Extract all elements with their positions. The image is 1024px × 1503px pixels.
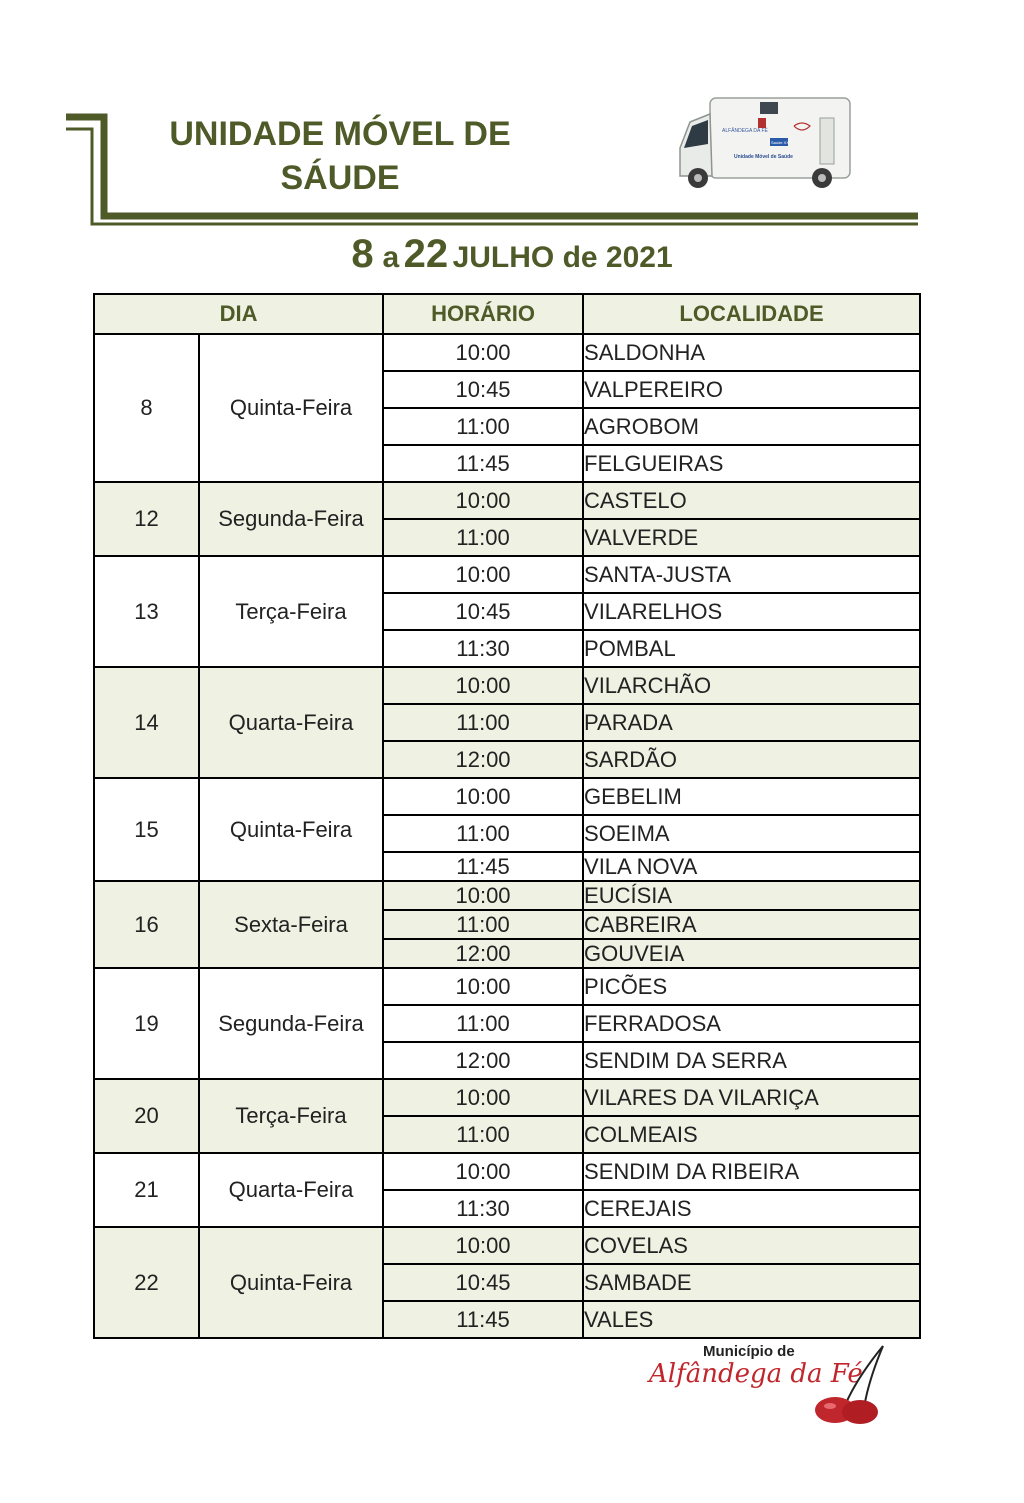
place-cell: SALDONHA xyxy=(583,334,920,371)
place-cell: SARDÃO xyxy=(583,741,920,778)
time-cell: 11:00 xyxy=(383,704,583,741)
weekday-cell: Quinta-Feira xyxy=(199,1227,383,1338)
place-cell: CABREIRA xyxy=(583,910,920,939)
time-cell: 10:00 xyxy=(383,968,583,1005)
place-cell: VILA NOVA xyxy=(583,852,920,881)
place-cell: VILARCHÃO xyxy=(583,667,920,704)
table-row xyxy=(94,667,920,704)
van-label-1: ALFÂNDEGA DA FÉ xyxy=(722,128,768,134)
time-cell: 11:45 xyxy=(383,852,583,881)
place-cell: GEBELIM xyxy=(583,778,920,815)
place-cell: EUCÍSIA xyxy=(583,881,920,910)
time-cell: 10:00 xyxy=(383,881,583,910)
day-number-cell: 19 xyxy=(94,968,199,1079)
day-number-cell: 12 xyxy=(94,482,199,556)
time-cell: 11:00 xyxy=(383,1005,583,1042)
time-cell: 11:00 xyxy=(383,910,583,939)
table-row xyxy=(94,482,920,519)
date-month: JULHO de 2021 xyxy=(452,241,673,274)
time-cell: 11:00 xyxy=(383,815,583,852)
schedule-table xyxy=(93,293,921,1339)
time-cell: 11:45 xyxy=(383,1301,583,1338)
place-cell: CEREJAIS xyxy=(583,1190,920,1227)
place-cell: PARADA xyxy=(583,704,920,741)
place-cell: SENDIM DA RIBEIRA xyxy=(583,1153,920,1190)
table-row xyxy=(94,968,920,1005)
table-row xyxy=(94,1079,920,1116)
time-cell: 10:45 xyxy=(383,1264,583,1301)
weekday-cell: Terça-Feira xyxy=(199,556,383,667)
time-cell: 11:00 xyxy=(383,519,583,556)
table-row xyxy=(94,778,920,815)
place-cell: VILARELHOS xyxy=(583,593,920,630)
table-row xyxy=(94,334,920,371)
time-cell: 11:00 xyxy=(383,408,583,445)
weekday-cell: Sexta-Feira xyxy=(199,881,383,968)
van-label-3: Unidade Móvel de Saúde xyxy=(734,154,793,160)
weekday-cell: Quinta-Feira xyxy=(199,334,383,482)
time-cell: 10:00 xyxy=(383,556,583,593)
schedule-body xyxy=(94,334,920,1338)
time-cell: 11:30 xyxy=(383,630,583,667)
van-label-2: Saúde XXI xyxy=(771,140,791,145)
table-row xyxy=(94,881,920,910)
day-number-cell: 22 xyxy=(94,1227,199,1338)
date-a: a xyxy=(382,241,400,274)
day-number-cell: 16 xyxy=(94,881,199,968)
place-cell: GOUVEIA xyxy=(583,939,920,968)
table-row xyxy=(94,1227,920,1264)
place-cell: COVELAS xyxy=(583,1227,920,1264)
mobile-health-van-image xyxy=(672,92,854,196)
page-title xyxy=(140,112,540,200)
day-number-cell: 8 xyxy=(94,334,199,482)
weekday-cell: Terça-Feira xyxy=(199,1079,383,1153)
place-cell: COLMEAIS xyxy=(583,1116,920,1153)
time-cell: 10:00 xyxy=(383,1153,583,1190)
weekday-cell: Quarta-Feira xyxy=(199,1153,383,1227)
place-cell: VALVERDE xyxy=(583,519,920,556)
day-number-cell: 13 xyxy=(94,556,199,667)
logo-script-text: Alfândega da Fé xyxy=(649,1359,863,1389)
time-cell: 11:30 xyxy=(383,1190,583,1227)
place-cell: CASTELO xyxy=(583,482,920,519)
place-cell: VILARES DA VILARIÇA xyxy=(583,1079,920,1116)
place-cell: FELGUEIRAS xyxy=(583,445,920,482)
time-cell: 10:00 xyxy=(383,1227,583,1264)
header-horario: HORÁRIO xyxy=(383,294,583,334)
day-number-cell: 14 xyxy=(94,667,199,778)
weekday-cell: Quinta-Feira xyxy=(199,778,383,881)
place-cell: SANTA-JUSTA xyxy=(583,556,920,593)
table-header-row xyxy=(94,294,920,334)
weekday-cell: Segunda-Feira xyxy=(199,968,383,1079)
day-number-cell: 21 xyxy=(94,1153,199,1227)
time-cell: 10:45 xyxy=(383,593,583,630)
time-cell: 10:00 xyxy=(383,334,583,371)
weekday-cell: Quarta-Feira xyxy=(199,667,383,778)
place-cell: POMBAL xyxy=(583,630,920,667)
date-end: 22 xyxy=(403,232,449,276)
place-cell: SENDIM DA SERRA xyxy=(583,1042,920,1079)
time-cell: 11:00 xyxy=(383,1116,583,1153)
time-cell: 12:00 xyxy=(383,741,583,778)
time-cell: 10:45 xyxy=(383,371,583,408)
place-cell: VALPEREIRO xyxy=(583,371,920,408)
time-cell: 10:00 xyxy=(383,1079,583,1116)
table-row xyxy=(94,556,920,593)
header-dia: DIA xyxy=(94,294,383,334)
day-number-cell: 20 xyxy=(94,1079,199,1153)
table-row xyxy=(94,1153,920,1190)
header-localidade: LOCALIDADE xyxy=(583,294,920,334)
weekday-cell: Segunda-Feira xyxy=(199,482,383,556)
time-cell: 10:00 xyxy=(383,778,583,815)
time-cell: 11:45 xyxy=(383,445,583,482)
place-cell: VALES xyxy=(583,1301,920,1338)
date-start: 8 xyxy=(351,232,374,276)
title-line-2: SÁUDE xyxy=(280,159,400,197)
cherry-logo-icon xyxy=(645,1340,890,1430)
date-range xyxy=(0,232,1024,277)
time-cell: 10:00 xyxy=(383,667,583,704)
day-number-cell: 15 xyxy=(94,778,199,881)
municipality-logo xyxy=(645,1340,890,1435)
logo-top-text: Município de xyxy=(703,1343,795,1360)
time-cell: 12:00 xyxy=(383,1042,583,1079)
title-line-1: UNIDADE MÓVEL DE xyxy=(169,115,511,153)
place-cell: SAMBADE xyxy=(583,1264,920,1301)
place-cell: PICÕES xyxy=(583,968,920,1005)
place-cell: SOEIMA xyxy=(583,815,920,852)
time-cell: 10:00 xyxy=(383,482,583,519)
time-cell: 12:00 xyxy=(383,939,583,968)
place-cell: FERRADOSA xyxy=(583,1005,920,1042)
place-cell: AGROBOM xyxy=(583,408,920,445)
